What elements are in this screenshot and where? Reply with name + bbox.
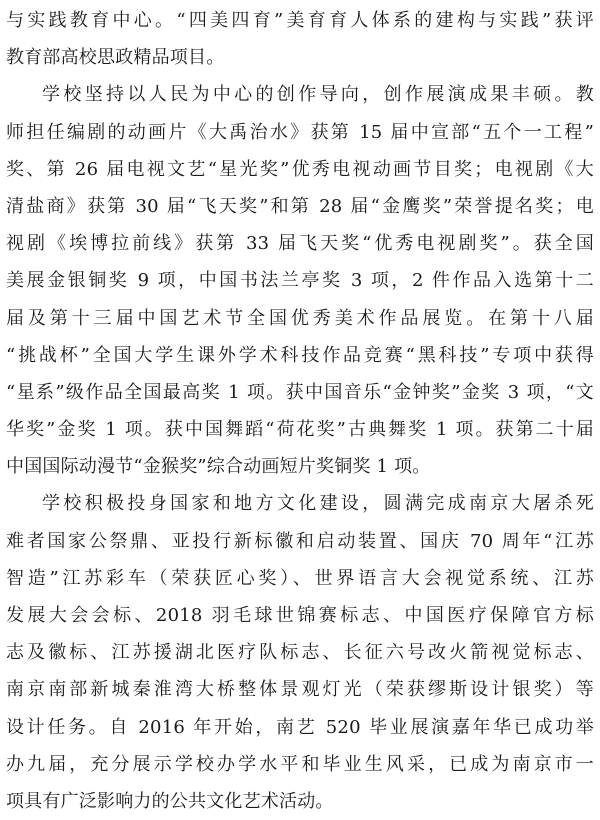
line-text: 清盐商》获第 30 届“飞天奖”和第 28 届“金鹰奖”荣誉提名奖；电 (6, 195, 594, 217)
text-line (6, 114, 594, 151)
text-line (6, 76, 594, 113)
line-text: 难者国家公祭鼎、亚投行新标徽和启动装置、国庆 70 周年“江苏 (6, 530, 594, 552)
text-line (6, 2, 594, 39)
text-line (6, 188, 594, 225)
line-text: 南京南部新城秦淮湾大桥整体景观灯光（荣获缪斯设计银奖）等 (6, 679, 594, 701)
line-text: 奖、第 26 届电视文艺“星光奖”优秀电视动画节目奖；电视剧《大 (6, 158, 594, 180)
text-line (6, 448, 594, 485)
text-line (6, 485, 594, 522)
text-line (6, 560, 594, 597)
text-line (6, 151, 594, 188)
line-text: 师担任编剧的动画片《大禹治水》获第 15 届中宣部“五个一工程” (6, 121, 594, 143)
line-text: 美展金银铜奖 9 项，中国书法兰亭奖 3 项，2 件作品入选第十二 (6, 270, 594, 292)
line-text: 智造”江苏彩车（荣获匠心奖）、世界语言大会视觉系统、江苏 (6, 567, 594, 589)
line-text: 学校积极投身国家和地方文化建设，圆满完成南京大屠杀死 (42, 493, 594, 515)
line-text: 届及第十三届中国艺术节全国优秀美术作品展览。在第十八届 (6, 307, 594, 329)
text-line (6, 300, 594, 337)
text-line (6, 411, 594, 448)
line-text: 视剧《埃博拉前线》获第 33 届飞天奖“优秀电视剧奖”。获全国 (6, 233, 594, 255)
text-line (6, 746, 594, 783)
line-text: 中国国际动漫节“金猴奖”综合动画短片奖铜奖 1 项。 (6, 456, 431, 478)
line-text: 学校坚持以人民为中心的创作导向，创作展演成果丰硕。教 (42, 84, 594, 106)
line-text: 华奖”金奖 1 项。获中国舞蹈“荷花奖”古典舞奖 1 项。获第二十届 (6, 419, 594, 441)
text-line (6, 709, 594, 746)
text-line (6, 783, 594, 820)
line-text: “挑战杯”全国大学生课外学术科技作品竞赛“黑科技”专项中获得 (6, 344, 594, 366)
text-line (6, 597, 594, 634)
line-text: 教育部高校思政精品项目。 (6, 47, 225, 69)
text-line (6, 634, 594, 671)
text-line (6, 39, 594, 76)
line-text: 项具有广泛影响力的公共文化艺术活动。 (6, 790, 334, 812)
line-text: 与实践教育中心。“四美四育”美育育人体系的建构与实践”获评 (6, 10, 594, 31)
text-line (6, 523, 594, 560)
line-text: 办九届，充分展示学校办学水平和毕业生风采，已成为南京市一 (6, 753, 594, 775)
line-text: 发展大会会标、2018 羽毛球世锦赛标志、中国医疗保障官方标 (6, 605, 594, 626)
line-text: 志及徽标、江苏援湖北医疗队标志、长征六号改火箭视觉标志、 (6, 642, 594, 664)
text-line (6, 374, 594, 411)
text-line (6, 671, 594, 708)
text-line (6, 225, 594, 262)
text-line (6, 262, 594, 299)
text-line (6, 337, 594, 374)
line-text: 设计任务。自 2016 年开始，南艺 520 毕业展演嘉年华已成功举 (6, 716, 594, 738)
line-text: “星系”级作品全国最高奖 1 项。获中国音乐“金钟奖”金奖 3 项，“文 (6, 381, 594, 403)
